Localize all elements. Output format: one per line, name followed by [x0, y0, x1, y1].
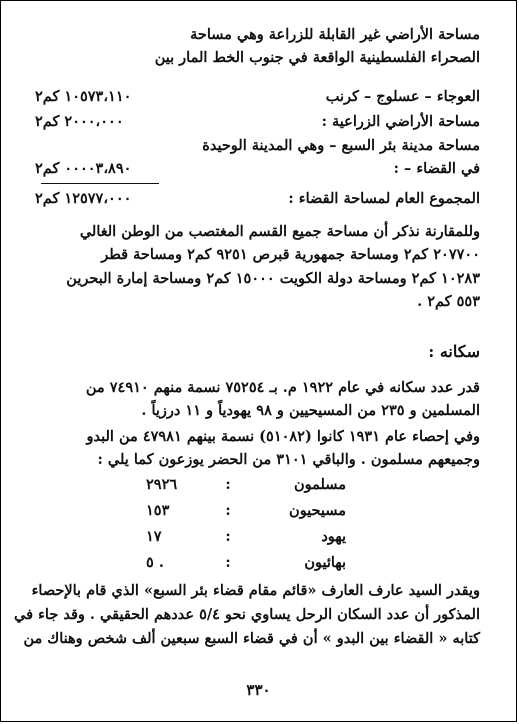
- religion-count: ٥ .: [146, 554, 164, 571]
- area-city-description: مساحة مدينة بئر السبع – وهي المدينة الوحيدة: [202, 137, 480, 154]
- religion-count: ١٧: [146, 528, 162, 545]
- area-value: ٢٠٠٠،٠٠٠ كم٢: [35, 113, 124, 130]
- area-label: في القضاء – :: [393, 160, 480, 177]
- comparison-line-1: وللمقارنة نذكر أن مساحة جميع القسم المغتصب من الوطن الغالي: [79, 223, 480, 240]
- population-p3-line-2: المذكور أن عدد السكان الرحل يساوي نحو ٥/٤ عددهم الحقيقي . وقد جاء في: [14, 606, 480, 623]
- area-value: ١٢٥٧٧،٠٠٠ كم٢: [35, 190, 132, 207]
- page-number: ٣٣٠: [246, 681, 271, 699]
- population-table-row: [1, 501, 516, 521]
- population-p3-line-1: ويقدر السيد عارف العارف «قائم مقام قضاء بئر السبع» الذي قام بالإحصاء: [31, 582, 480, 599]
- religion-label: مسيحيون: [289, 502, 346, 519]
- religion-label: بهائيون: [304, 554, 346, 571]
- population-table-row: [1, 553, 516, 573]
- religion-label: يهود: [321, 528, 346, 545]
- area-value: ٠٠٠٠٣،٨٩٠ كم٢: [35, 160, 132, 177]
- population-p1-line-2: المسلمين و ٢٣٥ من المسيحيين و ٩٨ يهودياً و ١١ درزياً .: [141, 402, 480, 419]
- population-p2-line-2: وجميعهم مسلمون . والباقي ٣١٠١ من الحضر يوزعون كما يلي :: [97, 451, 480, 468]
- comparison-line-4: ٥٥٣ كم٢ .: [417, 293, 480, 310]
- area-row-agricultural: [35, 112, 480, 132]
- sum-rule: [41, 183, 159, 184]
- intro-line-2: الصحراء الفلسطينية الواقعة في جنوب الخط المار بين: [154, 49, 480, 66]
- religion-count: ١٥٣: [146, 502, 170, 519]
- intro-line-1: مساحة الأراضي غير القابلة للزراعة وهي مساحة: [190, 26, 480, 43]
- population-table-row: [1, 475, 516, 495]
- area-label: المجموع العام لمساحة القضاء :: [288, 190, 480, 207]
- population-p2-line-1: وفي إحصاء عام ١٩٣١ كانوا (٥١٠٨٢) نسمة بينهم ٤٧٩٨١ من البدو: [86, 428, 480, 445]
- separator: :: [225, 476, 231, 493]
- area-row-total: [35, 189, 480, 209]
- area-label: مساحة الأراضي الزراعية :: [321, 113, 480, 130]
- population-table-row: [1, 527, 516, 547]
- area-value: ١٠٥٧٣،١١٠ كم٢: [35, 88, 132, 105]
- separator: :: [225, 502, 231, 519]
- area-row-uncultivable: [35, 87, 480, 107]
- area-row-city: [35, 159, 480, 179]
- separator: :: [225, 554, 231, 571]
- population-p1-line-1: قدر عدد سكانه في عام ١٩٢٢ م. بـ ٧٥٢٥٤ نسمة منهم ٧٤٩١٠ من: [85, 379, 480, 396]
- comparison-line-3: ١٠٢٨٣ كم٢ ومساحة دولة الكويت ١٥٠٠٠ كم٢ ومساحة إمارة البحرين: [66, 270, 480, 287]
- comparison-line-2: ٢٠٧٧٠٠ كم٢ ومساحة جمهورية قبرص ٩٢٥١ كم٢ ومساحة قطر: [101, 246, 480, 263]
- separator: :: [225, 528, 231, 545]
- religion-label: مسلمون: [293, 476, 346, 493]
- area-label: العوجاء – عسلوج – كرنب: [325, 88, 480, 105]
- population-heading: سكانه :: [428, 342, 480, 361]
- population-p3-line-3: كتابه « القضاء بين البدو » أن في قضاء السبع سبعين ألف شخص وهناك من: [23, 630, 480, 647]
- religion-count: ٢٩٢٦: [146, 476, 178, 493]
